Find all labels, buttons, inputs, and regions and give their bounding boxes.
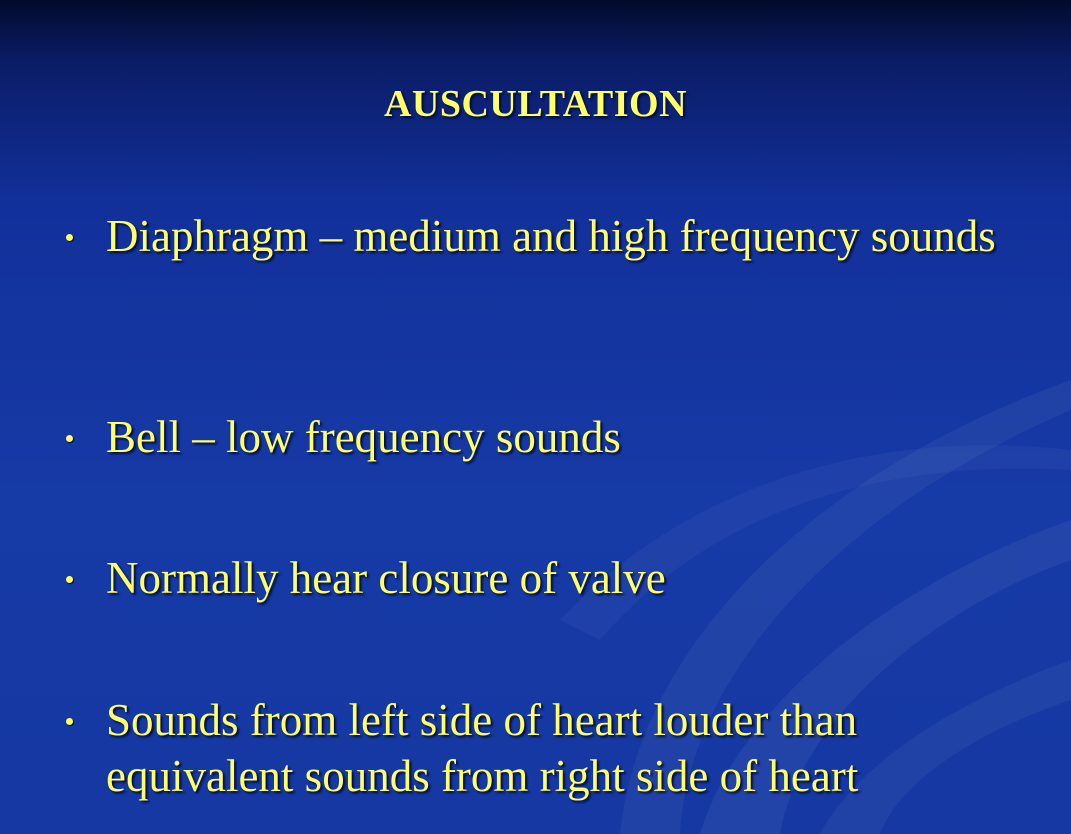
bullet-item [62, 208, 996, 264]
bullet-dot-icon [66, 576, 73, 583]
bullet-text: Diaphragm – medium and high frequency sounds [106, 211, 996, 261]
bullet-item [62, 409, 621, 465]
bullet-item [62, 692, 1022, 804]
bullet-dot-icon [66, 234, 73, 241]
bullet-dot-icon [66, 435, 73, 442]
bullet-text: Sounds from left side of heart louder than equivalent sounds from right side of heart [106, 695, 859, 801]
slide-title: AUSCULTATION [383, 83, 688, 125]
bullet-dot-icon [66, 718, 73, 725]
bullet-item [62, 550, 666, 606]
bullet-text: Normally hear closure of valve [106, 553, 666, 603]
bullet-text: Bell – low frequency sounds [106, 412, 621, 462]
